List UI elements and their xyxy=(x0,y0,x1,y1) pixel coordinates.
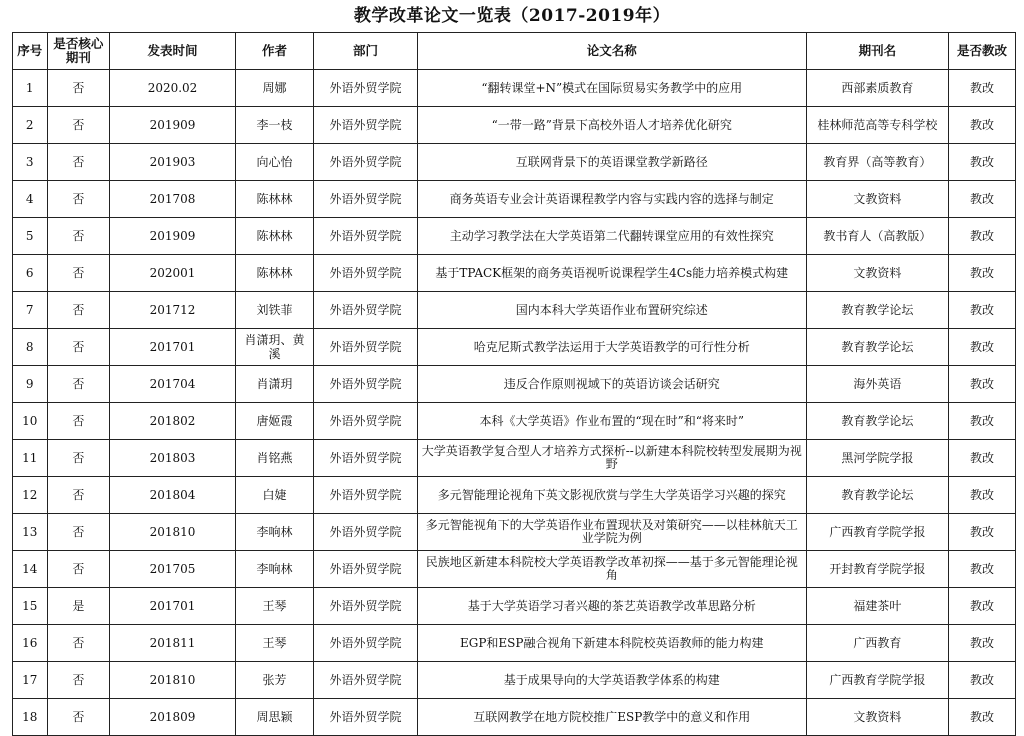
cell-publish-date: 201903 xyxy=(110,144,236,181)
cell-core-journal: 否 xyxy=(47,366,110,403)
cell-department: 外语外贸学院 xyxy=(314,70,418,107)
cell-journal: 教育教学论坛 xyxy=(806,403,948,440)
cell-department: 外语外贸学院 xyxy=(314,699,418,736)
cell-publish-date: 201804 xyxy=(110,477,236,514)
header-core-journal: 是否核心期刊 xyxy=(47,33,110,70)
cell-reform: 教改 xyxy=(949,144,1016,181)
papers-table xyxy=(12,32,1016,736)
cell-department: 外语外贸学院 xyxy=(314,144,418,181)
cell-publish-date: 201811 xyxy=(110,625,236,662)
cell-journal: 广西教育学院学报 xyxy=(806,514,948,551)
cell-department: 外语外贸学院 xyxy=(314,255,418,292)
cell-journal: 文教资料 xyxy=(806,181,948,218)
cell-department: 外语外贸学院 xyxy=(314,403,418,440)
cell-publish-date: 201803 xyxy=(110,440,236,477)
cell-publish-date: 201712 xyxy=(110,292,236,329)
cell-journal: 广西教育 xyxy=(806,625,948,662)
cell-publish-date: 201704 xyxy=(110,366,236,403)
cell-paper-title: “一带一路”背景下高校外语人才培养优化研究 xyxy=(417,107,806,144)
cell-core-journal: 否 xyxy=(47,70,110,107)
cell-journal: 海外英语 xyxy=(806,366,948,403)
cell-journal: 文教资料 xyxy=(806,255,948,292)
cell-index: 6 xyxy=(13,255,48,292)
cell-core-journal: 否 xyxy=(47,107,110,144)
table-row xyxy=(13,477,1016,514)
header-row xyxy=(13,33,1016,70)
cell-reform: 教改 xyxy=(949,588,1016,625)
cell-author: 唐姬霞 xyxy=(235,403,313,440)
table-row xyxy=(13,255,1016,292)
cell-paper-title: “翻转课堂+N”模式在国际贸易实务教学中的应用 xyxy=(417,70,806,107)
cell-department: 外语外贸学院 xyxy=(314,514,418,551)
table-row xyxy=(13,440,1016,477)
cell-core-journal: 否 xyxy=(47,255,110,292)
cell-journal: 教育教学论坛 xyxy=(806,329,948,366)
cell-paper-title: 互联网教学在地方院校推广ESP教学中的意义和作用 xyxy=(417,699,806,736)
cell-author: 李一枝 xyxy=(235,107,313,144)
cell-reform: 教改 xyxy=(949,662,1016,699)
cell-reform: 教改 xyxy=(949,514,1016,551)
cell-core-journal: 否 xyxy=(47,477,110,514)
cell-publish-date: 201701 xyxy=(110,588,236,625)
cell-index: 3 xyxy=(13,144,48,181)
cell-department: 外语外贸学院 xyxy=(314,329,418,366)
cell-journal: 教育界（高等教育） xyxy=(806,144,948,181)
cell-index: 5 xyxy=(13,218,48,255)
cell-paper-title: 基于TPACK框架的商务英语视听说课程学生4Cs能力培养模式构建 xyxy=(417,255,806,292)
cell-journal: 桂林师范高等专科学校 xyxy=(806,107,948,144)
cell-department: 外语外贸学院 xyxy=(314,218,418,255)
cell-department: 外语外贸学院 xyxy=(314,107,418,144)
cell-reform: 教改 xyxy=(949,218,1016,255)
cell-reform: 教改 xyxy=(949,329,1016,366)
cell-author: 王琴 xyxy=(235,625,313,662)
cell-reform: 教改 xyxy=(949,107,1016,144)
cell-department: 外语外贸学院 xyxy=(314,292,418,329)
cell-paper-title: 互联网背景下的英语课堂教学新路径 xyxy=(417,144,806,181)
header-paper-title: 论文名称 xyxy=(417,33,806,70)
header-reform: 是否教改 xyxy=(949,33,1016,70)
cell-index: 7 xyxy=(13,292,48,329)
cell-index: 16 xyxy=(13,625,48,662)
cell-core-journal: 否 xyxy=(47,662,110,699)
cell-author: 周思颖 xyxy=(235,699,313,736)
cell-publish-date: 202001 xyxy=(110,255,236,292)
cell-index: 17 xyxy=(13,662,48,699)
cell-reform: 教改 xyxy=(949,181,1016,218)
cell-core-journal: 否 xyxy=(47,625,110,662)
table-row xyxy=(13,70,1016,107)
cell-index: 10 xyxy=(13,403,48,440)
cell-reform: 教改 xyxy=(949,70,1016,107)
cell-index: 13 xyxy=(13,514,48,551)
cell-author: 张芳 xyxy=(235,662,313,699)
cell-author: 肖铭燕 xyxy=(235,440,313,477)
cell-core-journal: 否 xyxy=(47,181,110,218)
cell-core-journal: 否 xyxy=(47,551,110,588)
header-journal: 期刊名 xyxy=(806,33,948,70)
cell-index: 4 xyxy=(13,181,48,218)
table-row xyxy=(13,107,1016,144)
cell-journal: 教育教学论坛 xyxy=(806,477,948,514)
cell-reform: 教改 xyxy=(949,440,1016,477)
cell-reform: 教改 xyxy=(949,403,1016,440)
table-row xyxy=(13,403,1016,440)
cell-index: 18 xyxy=(13,699,48,736)
cell-publish-date: 201810 xyxy=(110,662,236,699)
cell-author: 陈林林 xyxy=(235,218,313,255)
cell-department: 外语外贸学院 xyxy=(314,477,418,514)
cell-journal: 开封教育学院学报 xyxy=(806,551,948,588)
table-row xyxy=(13,662,1016,699)
cell-index: 2 xyxy=(13,107,48,144)
cell-paper-title: 民族地区新建本科院校大学英语教学改革初探——基于多元智能理论视角 xyxy=(417,551,806,588)
cell-paper-title: 商务英语专业会计英语课程教学内容与实践内容的选择与制定 xyxy=(417,181,806,218)
cell-paper-title: 主动学习教学法在大学英语第二代翻转课堂应用的有效性探究 xyxy=(417,218,806,255)
cell-index: 11 xyxy=(13,440,48,477)
cell-index: 8 xyxy=(13,329,48,366)
cell-publish-date: 201809 xyxy=(110,699,236,736)
page-title: 教学改革论文一览表（2017-2019年） xyxy=(353,6,671,26)
cell-publish-date: 201705 xyxy=(110,551,236,588)
cell-author: 白婕 xyxy=(235,477,313,514)
table-row xyxy=(13,181,1016,218)
cell-core-journal: 否 xyxy=(47,403,110,440)
cell-reform: 教改 xyxy=(949,551,1016,588)
cell-paper-title: 基于大学英语学习者兴趣的茶艺英语教学改革思路分析 xyxy=(417,588,806,625)
cell-department: 外语外贸学院 xyxy=(314,662,418,699)
cell-author: 肖潇玥、黄溪 xyxy=(235,329,313,366)
cell-department: 外语外贸学院 xyxy=(314,551,418,588)
cell-core-journal: 否 xyxy=(47,329,110,366)
cell-publish-date: 201708 xyxy=(110,181,236,218)
table-row xyxy=(13,218,1016,255)
cell-core-journal: 否 xyxy=(47,440,110,477)
cell-department: 外语外贸学院 xyxy=(314,440,418,477)
table-row xyxy=(13,699,1016,736)
cell-publish-date: 201810 xyxy=(110,514,236,551)
cell-author: 向心怡 xyxy=(235,144,313,181)
cell-paper-title: 违反合作原则视域下的英语访谈会话研究 xyxy=(417,366,806,403)
cell-author: 刘铁菲 xyxy=(235,292,313,329)
table-row xyxy=(13,551,1016,588)
cell-reform: 教改 xyxy=(949,366,1016,403)
cell-journal: 文教资料 xyxy=(806,699,948,736)
cell-publish-date: 201909 xyxy=(110,107,236,144)
cell-paper-title: 哈克尼斯式教学法运用于大学英语教学的可行性分析 xyxy=(417,329,806,366)
cell-paper-title: 基于成果导向的大学英语教学体系的构建 xyxy=(417,662,806,699)
cell-author: 李响林 xyxy=(235,551,313,588)
cell-index: 15 xyxy=(13,588,48,625)
cell-paper-title: 大学英语教学复合型人才培养方式探析--以新建本科院校转型发展期为视野 xyxy=(417,440,806,477)
cell-index: 12 xyxy=(13,477,48,514)
cell-journal: 福建茶叶 xyxy=(806,588,948,625)
cell-journal: 黑河学院学报 xyxy=(806,440,948,477)
cell-core-journal: 否 xyxy=(47,699,110,736)
table-row xyxy=(13,588,1016,625)
cell-index: 9 xyxy=(13,366,48,403)
cell-core-journal: 是 xyxy=(47,588,110,625)
cell-paper-title: 多元智能视角下的大学英语作业布置现状及对策研究——以桂林航天工业学院为例 xyxy=(417,514,806,551)
table-row xyxy=(13,292,1016,329)
cell-department: 外语外贸学院 xyxy=(314,181,418,218)
table-row xyxy=(13,514,1016,551)
cell-author: 李响林 xyxy=(235,514,313,551)
cell-reform: 教改 xyxy=(949,292,1016,329)
cell-publish-date: 201701 xyxy=(110,329,236,366)
cell-publish-date: 201909 xyxy=(110,218,236,255)
cell-core-journal: 否 xyxy=(47,514,110,551)
cell-publish-date: 2020.02 xyxy=(110,70,236,107)
cell-journal: 教书育人（高教版） xyxy=(806,218,948,255)
table-row xyxy=(13,366,1016,403)
cell-paper-title: EGP和ESP融合视角下新建本科院校英语教师的能力构建 xyxy=(417,625,806,662)
table-row xyxy=(13,329,1016,366)
header-author: 作者 xyxy=(235,33,313,70)
cell-journal: 广西教育学院学报 xyxy=(806,662,948,699)
cell-author: 陈林林 xyxy=(235,255,313,292)
cell-core-journal: 否 xyxy=(47,218,110,255)
cell-core-journal: 否 xyxy=(47,292,110,329)
cell-journal: 教育教学论坛 xyxy=(806,292,948,329)
cell-publish-date: 201802 xyxy=(110,403,236,440)
cell-author: 陈林林 xyxy=(235,181,313,218)
cell-paper-title: 本科《大学英语》作业布置的“现在时”和“将来时” xyxy=(417,403,806,440)
cell-paper-title: 国内本科大学英语作业布置研究综述 xyxy=(417,292,806,329)
cell-reform: 教改 xyxy=(949,477,1016,514)
cell-paper-title: 多元智能理论视角下英文影视欣赏与学生大学英语学习兴趣的探究 xyxy=(417,477,806,514)
cell-author: 肖潇玥 xyxy=(235,366,313,403)
header-index: 序号 xyxy=(13,33,48,70)
cell-department: 外语外贸学院 xyxy=(314,366,418,403)
cell-author: 周娜 xyxy=(235,70,313,107)
cell-core-journal: 否 xyxy=(47,144,110,181)
cell-reform: 教改 xyxy=(949,255,1016,292)
cell-journal: 西部素质教育 xyxy=(806,70,948,107)
header-publish-date: 发表时间 xyxy=(110,33,236,70)
cell-reform: 教改 xyxy=(949,625,1016,662)
cell-index: 14 xyxy=(13,551,48,588)
table-row xyxy=(13,144,1016,181)
header-department: 部门 xyxy=(314,33,418,70)
table-row xyxy=(13,625,1016,662)
cell-index: 1 xyxy=(13,70,48,107)
cell-department: 外语外贸学院 xyxy=(314,625,418,662)
cell-department: 外语外贸学院 xyxy=(314,588,418,625)
cell-author: 王琴 xyxy=(235,588,313,625)
cell-reform: 教改 xyxy=(949,699,1016,736)
